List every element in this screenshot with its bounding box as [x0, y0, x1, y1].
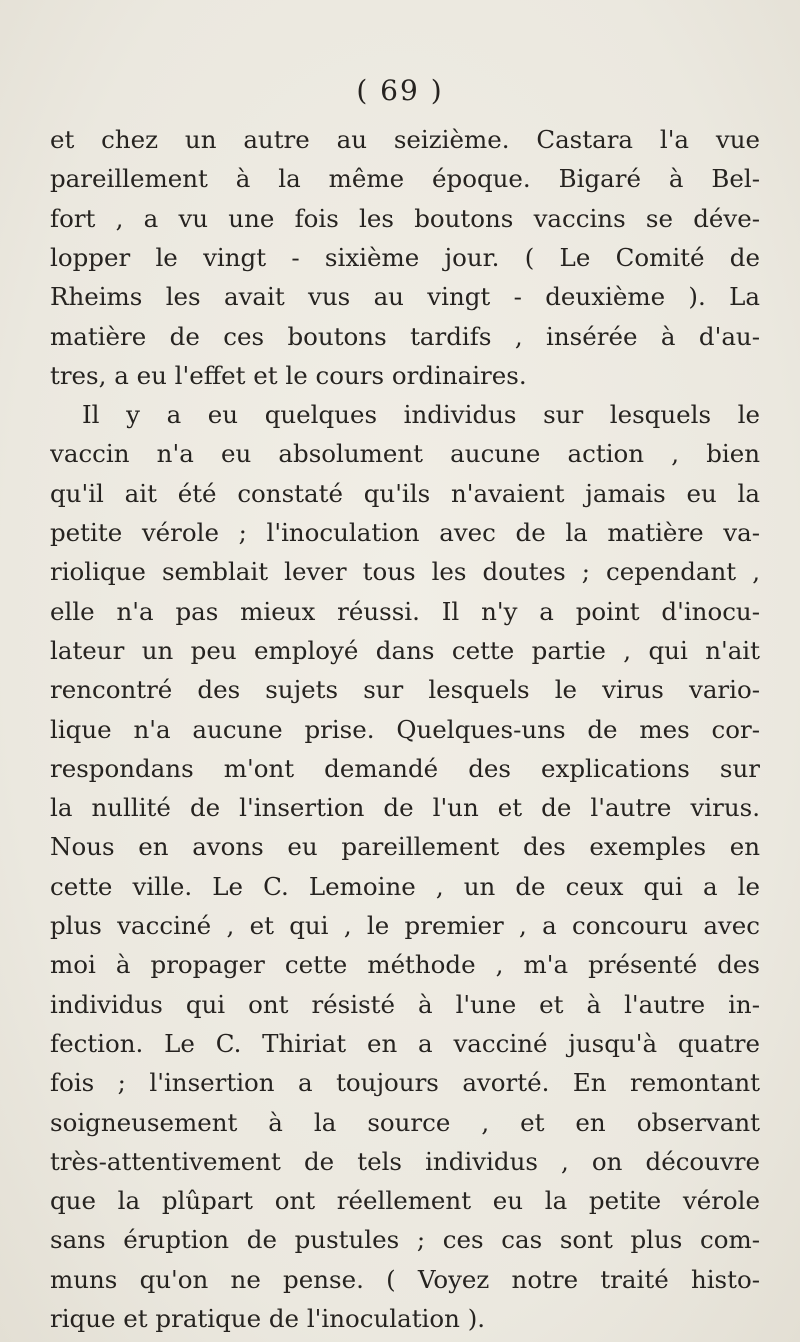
text-line: muns qu'on ne pense. ( Voyez notre traité histo-: [50, 1265, 760, 1294]
text-line: matière de ces boutons tardifs , insérée à d'au-: [50, 322, 760, 351]
text-line: et chez un autre au seizième. Castara l'a vue: [50, 125, 760, 154]
text-line: vaccin n'a eu absolument aucune action , bien: [50, 439, 760, 468]
text-line: très-attentivement de tels individus , on découvre: [50, 1147, 760, 1176]
text-line: rencontré des sujets sur lesquels le virus vario-: [50, 675, 760, 704]
text-line: Nous en avons eu pareillement des exemples en: [50, 832, 760, 861]
text-line: rique et pratique de l'inoculation ).: [50, 1304, 486, 1333]
text-line: moi à propager cette méthode , m'a présenté des: [50, 950, 760, 979]
page-number: ( 69 ): [356, 74, 444, 107]
text-line: individus qui ont résisté à l'une et à l'autre in-: [50, 990, 760, 1019]
text-line: fection. Le C. Thiriat en a vacciné jusqu'à quatre: [50, 1029, 760, 1058]
text-line: riolique semblait lever tous les doutes ; cependant ,: [50, 557, 760, 586]
text-line: Rheims les avait vus au vingt - deuxième ). La: [50, 282, 760, 311]
text-line: que la plûpart ont réellement eu la petite vérole: [50, 1186, 760, 1215]
text-line: soigneusement à la source , et en observant: [50, 1108, 760, 1137]
text-line: la nullité de l'insertion de l'un et de l'autre virus.: [50, 793, 760, 822]
text-line: pareillement à la même époque. Bigaré à Bel-: [50, 164, 760, 193]
text-line: sans éruption de pustules ; ces cas sont plus com-: [50, 1225, 760, 1254]
text-line: fois ; l'insertion a toujours avorté. En remontant: [50, 1068, 760, 1097]
text-line: elle n'a pas mieux réussi. Il n'y a point d'inocu-: [50, 597, 760, 626]
text-line: cette ville. Le C. Lemoine , un de ceux qui a le: [50, 872, 760, 901]
text-line: qu'il ait été constaté qu'ils n'avaient jamais eu la: [50, 479, 760, 508]
text-line: lateur un peu employé dans cette partie , qui n'ait: [50, 636, 760, 665]
text-line: Il y a eu quelques individus sur lesquels le: [82, 400, 760, 429]
text-line: lique n'a aucune prise. Quelques-uns de mes cor-: [50, 715, 760, 744]
text-line: lopper le vingt - sixième jour. ( Le Comité de: [50, 243, 760, 272]
text-line: plus vacciné , et qui , le premier , a concouru avec: [50, 911, 760, 940]
text-line: fort , a vu une fois les boutons vaccins se déve-: [50, 204, 760, 233]
text-line: petite vérole ; l'inoculation avec de la matière va-: [50, 518, 760, 547]
text-line: tres, a eu l'effet et le cours ordinaires.: [50, 361, 527, 390]
text-line: respondans m'ont demandé des explications sur: [50, 754, 760, 783]
